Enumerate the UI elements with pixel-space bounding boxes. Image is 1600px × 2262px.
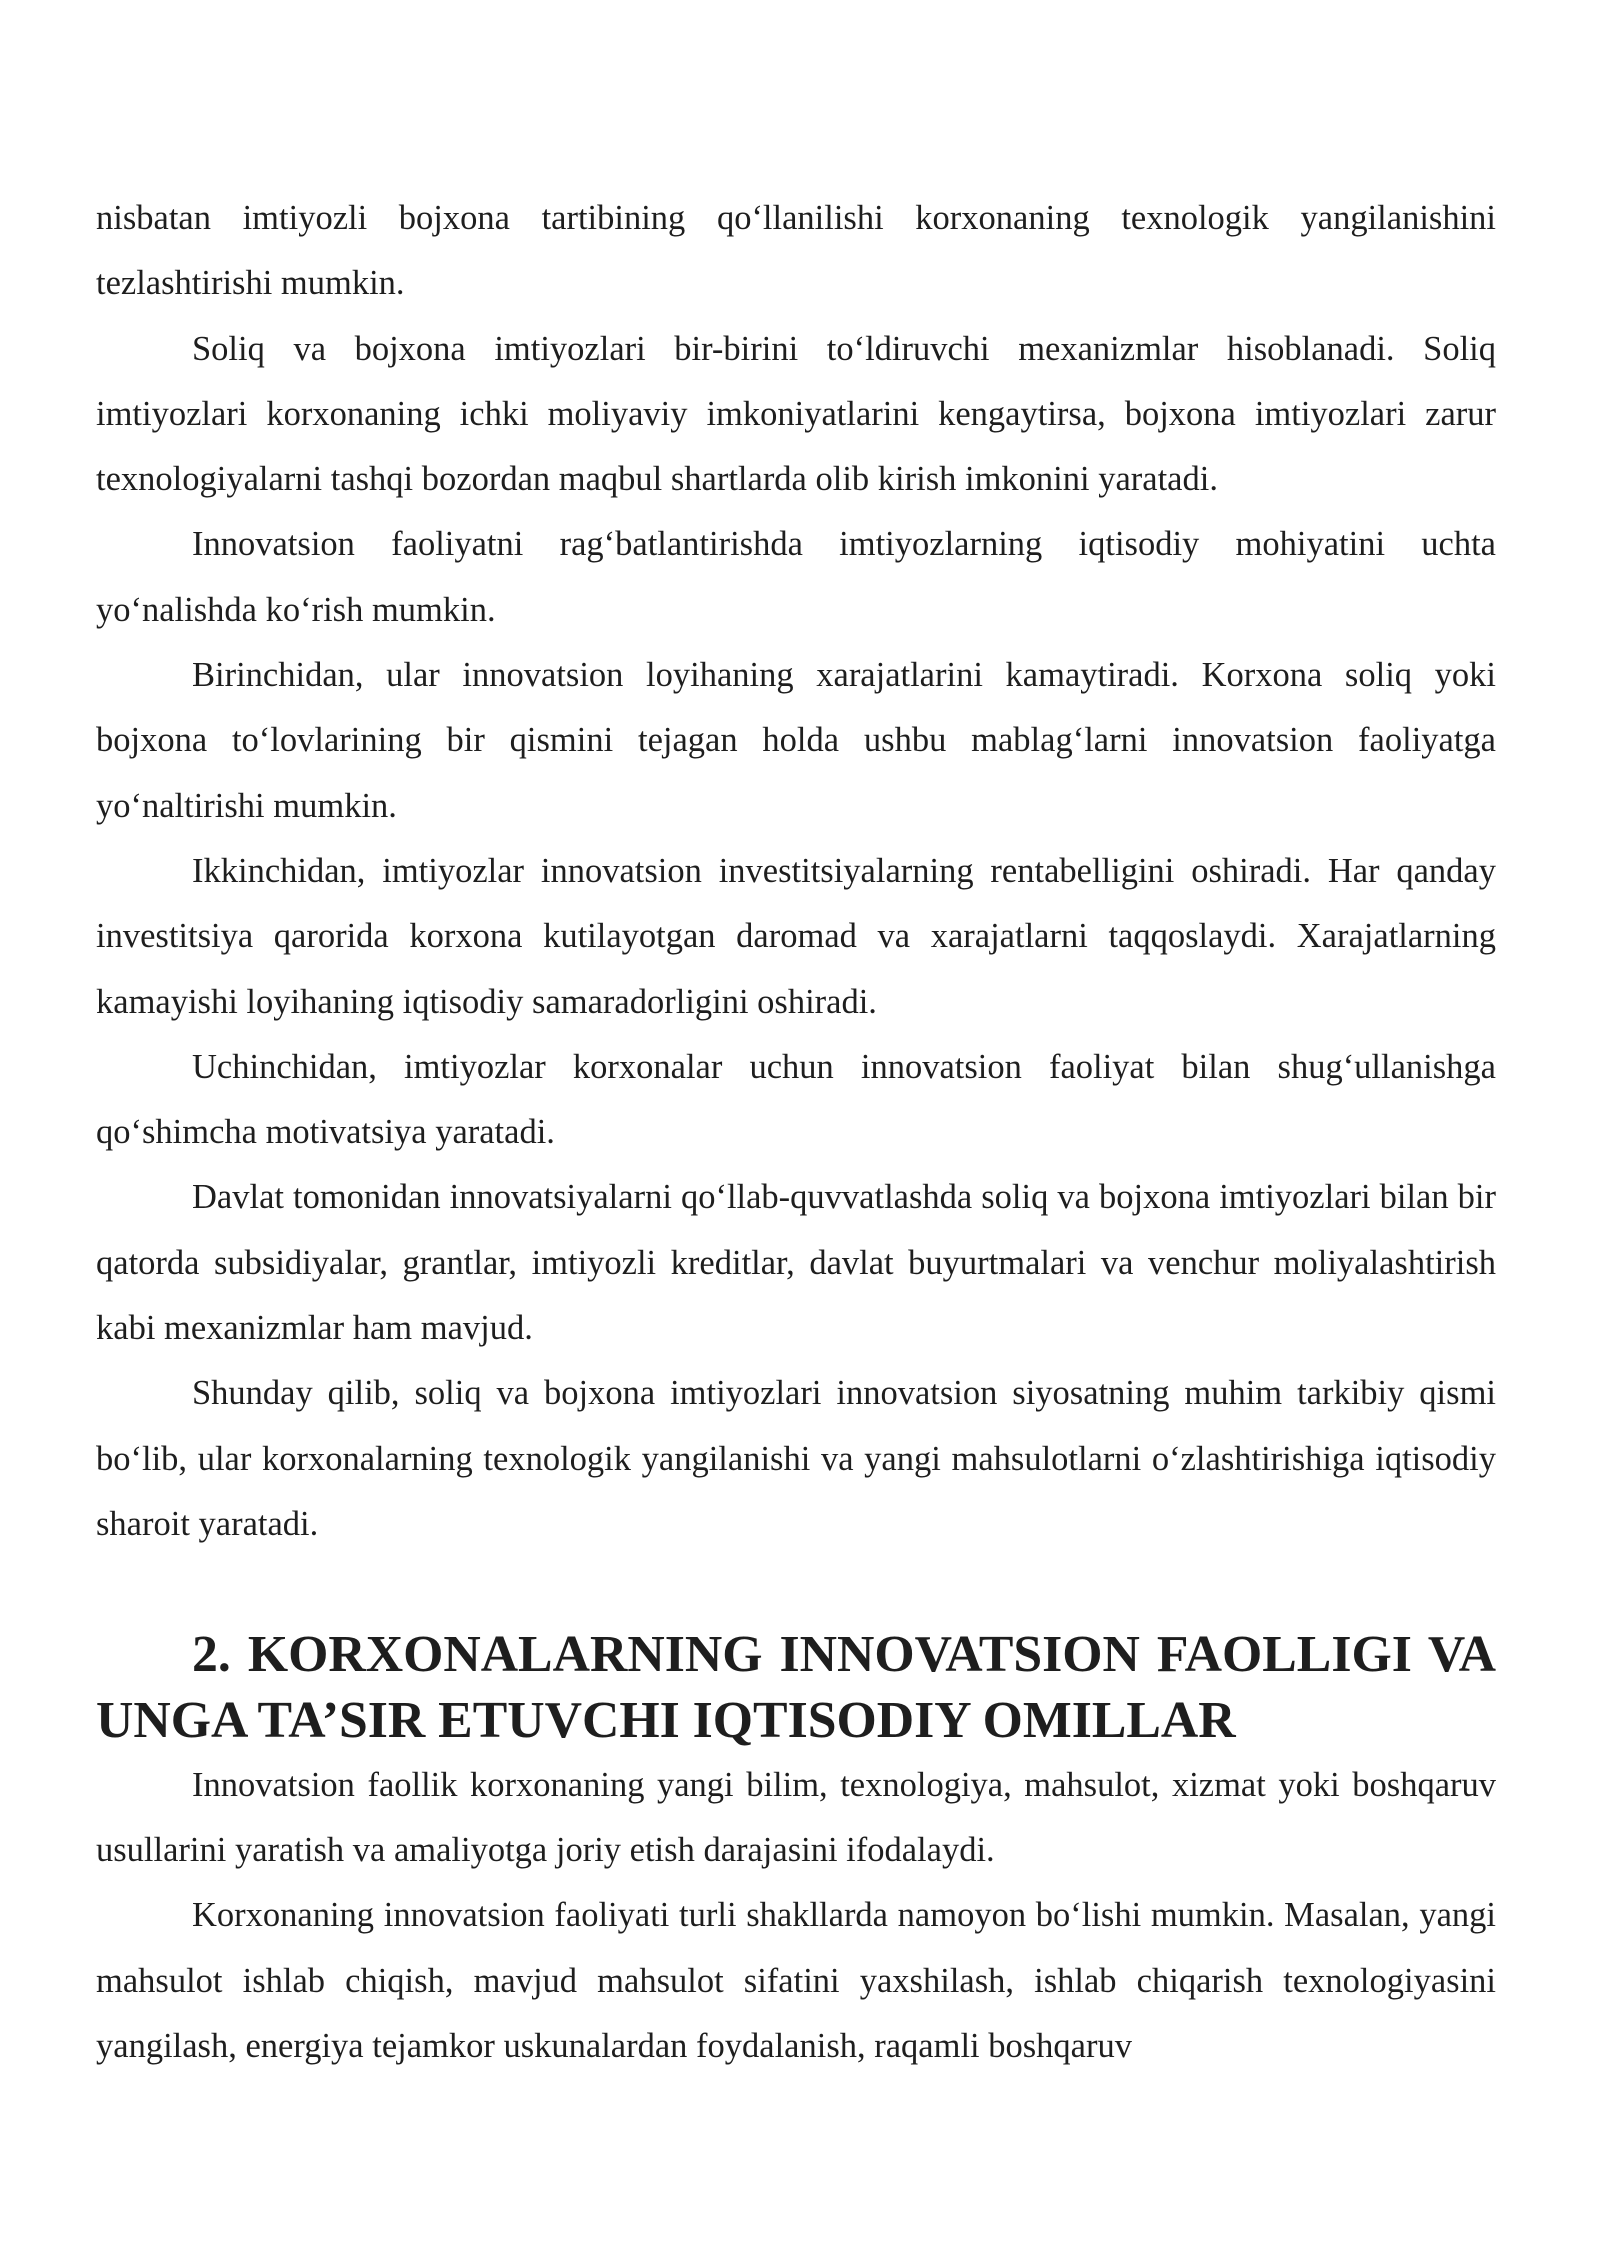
paragraph: Ikkinchidan, imtiyozlar innovatsion investitsiyalarning rentabelligini oshiradi. Har qanday investitsiya qarorida korxona kutilayotgan daromad va xarajatlarni taqqoslaydi. Xarajatlarning kamayishi loyihaning iqtisodiy samaradorligini oshiradi.	[96, 851, 1496, 1021]
paragraph: Innovatsion faollik korxonaning yangi bilim, texnologiya, mahsulot, xizmat yoki boshqaruv usullarini yaratish va amaliyotga joriy etish darajasini ifodalaydi.	[96, 1765, 1496, 1870]
paragraph: Soliq va bojxona imtiyozlari bir-birini to‘ldiruvchi mexanizmlar hisoblanadi. Soliq imtiyozlari korxonaning ichki moliyaviy imkoniyatlarini kengaytirsa, bojxona imtiyozlari zarur texnologiyalarni tashqi bozordan maqbul shartlarda olib kirish imkonini yaratadi.	[96, 329, 1496, 499]
paragraph: Birinchidan, ular innovatsion loyihaning xarajatlarini kamaytiradi. Korxona soliq yoki bojxona to‘lovlarining bir qismini tejagan holda ushbu mablag‘larni innovatsion faoliyatga yo‘naltirishi mumkin.	[96, 656, 1496, 825]
paragraph-continues-next-page: Korxonaning innovatsion faoliyati turli shakllarda namoyon bo‘lishi mumkin. Masalan, yangi mahsulot ishlab chiqish, mavjud mahsulot sifatini yaxshilash, ishlab chiqarish texnologiyasini yangilash, energiya tejamkor uskunalardan foydalanish, raqamli boshqaruv	[96, 1896, 1496, 2066]
section-heading: 2. KORXONALARNING INNOVATSION FAOLLIGI VA UNGA TA’SIR ETUVCHI IQTISODIY OMILLAR	[96, 1626, 1496, 1749]
paragraph: Innovatsion faoliyatni rag‘batlantirishda imtiyozlarning iqtisodiy mohiyatini uchta yo‘nalishda ko‘rish mumkin.	[96, 525, 1496, 629]
paragraph: Uchinchidan, imtiyozlar korxonalar uchun innovatsion faoliyat bilan shug‘ullanishga qo‘shimcha motivatsiya yaratadi.	[96, 1047, 1496, 1152]
paragraph-continuation: nisbatan imtiyozli bojxona tartibining qo‘llanilishi korxonaning texnologik yangilanishini tezlashtirishi mumkin.	[96, 199, 1496, 303]
document-page	[96, 186, 1496, 2079]
paragraph: Davlat tomonidan innovatsiyalarni qo‘llab-quvvatlashda soliq va bojxona imtiyozlari bilan bir qatorda subsidiyalar, grantlar, imtiyozli kreditlar, davlat buyurtmalari va venchur moliyalashtirish kabi mexanizmlar ham mavjud.	[96, 1178, 1496, 1348]
paragraph: Shunday qilib, soliq va bojxona imtiyozlari innovatsion siyosatning muhim tarkibiy qismi bo‘lib, ular korxonalarning texnologik yangilanishi va yangi mahsulotlarni o‘zlashtirishiga iqtisodiy sharoit yaratadi.	[96, 1374, 1496, 1543]
